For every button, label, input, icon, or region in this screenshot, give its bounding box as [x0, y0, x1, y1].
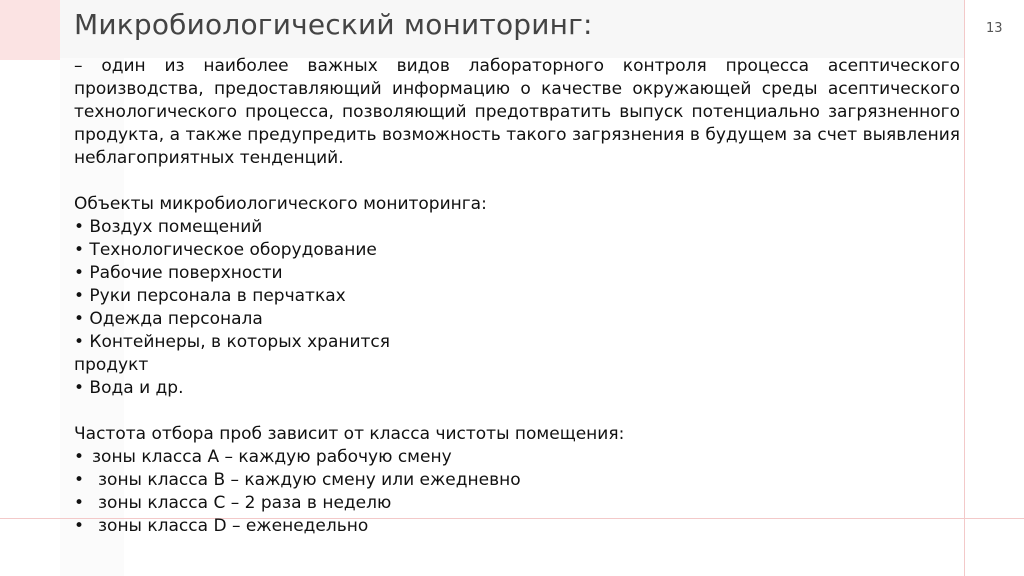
object-item: • Контейнеры, в которых хранится [74, 332, 391, 352]
object-item: • Руки персонала в перчатках [74, 286, 346, 306]
slide-title: Микробиологический мониторинг: [74, 8, 593, 41]
vertical-guide-line [964, 0, 965, 576]
right-margin-band [964, 0, 1024, 576]
object-item: • Рабочие поверхности [74, 263, 283, 283]
bullet-glyph: • [74, 447, 85, 467]
frequency-item-text: зоны класса В – каждую смену или ежедневно [98, 470, 521, 490]
slide-content [74, 55, 960, 538]
corner-accent-block [0, 0, 60, 60]
object-item: • Одежда персонала [74, 309, 263, 329]
object-item: • Вода и др. [74, 378, 184, 398]
frequency-item [74, 446, 960, 469]
intro-paragraph: – один из наиболее важных видов лабораторного контроля процесса асептического производства, предоставляющий информацию о качестве окружающей среды асептического технологического процесса, позволяющий предотвратить выпуск потенциально загрязненного продукта, а также предупредить возможность такого загрязнения в будущем за счет выявления неблагоприятных тенденций. [74, 56, 960, 168]
bullet-glyph: • [74, 470, 85, 490]
bullet-glyph: • [74, 516, 85, 536]
spacer [74, 400, 960, 423]
frequency-item [74, 515, 960, 538]
objects-heading: Объекты микробиологического мониторинга: [74, 194, 487, 214]
frequency-item [74, 469, 960, 492]
object-item: • Воздух помещений [74, 217, 263, 237]
bullet-glyph: • [74, 493, 85, 513]
frequency-heading: Частота отбора проб зависит от класса чистоты помещения: [74, 424, 625, 444]
object-item: • Технологическое оборудование [74, 240, 377, 260]
frequency-item-text: зоны класса А – каждую рабочую смену [92, 447, 452, 467]
frequency-item [74, 492, 960, 515]
page-number: 13 [986, 21, 1003, 36]
frequency-item-text: зоны класса С – 2 раза в неделю [98, 493, 392, 513]
frequency-item-text: зоны класса D – еженедельно [98, 516, 369, 536]
object-item-continuation: продукт [74, 355, 149, 375]
